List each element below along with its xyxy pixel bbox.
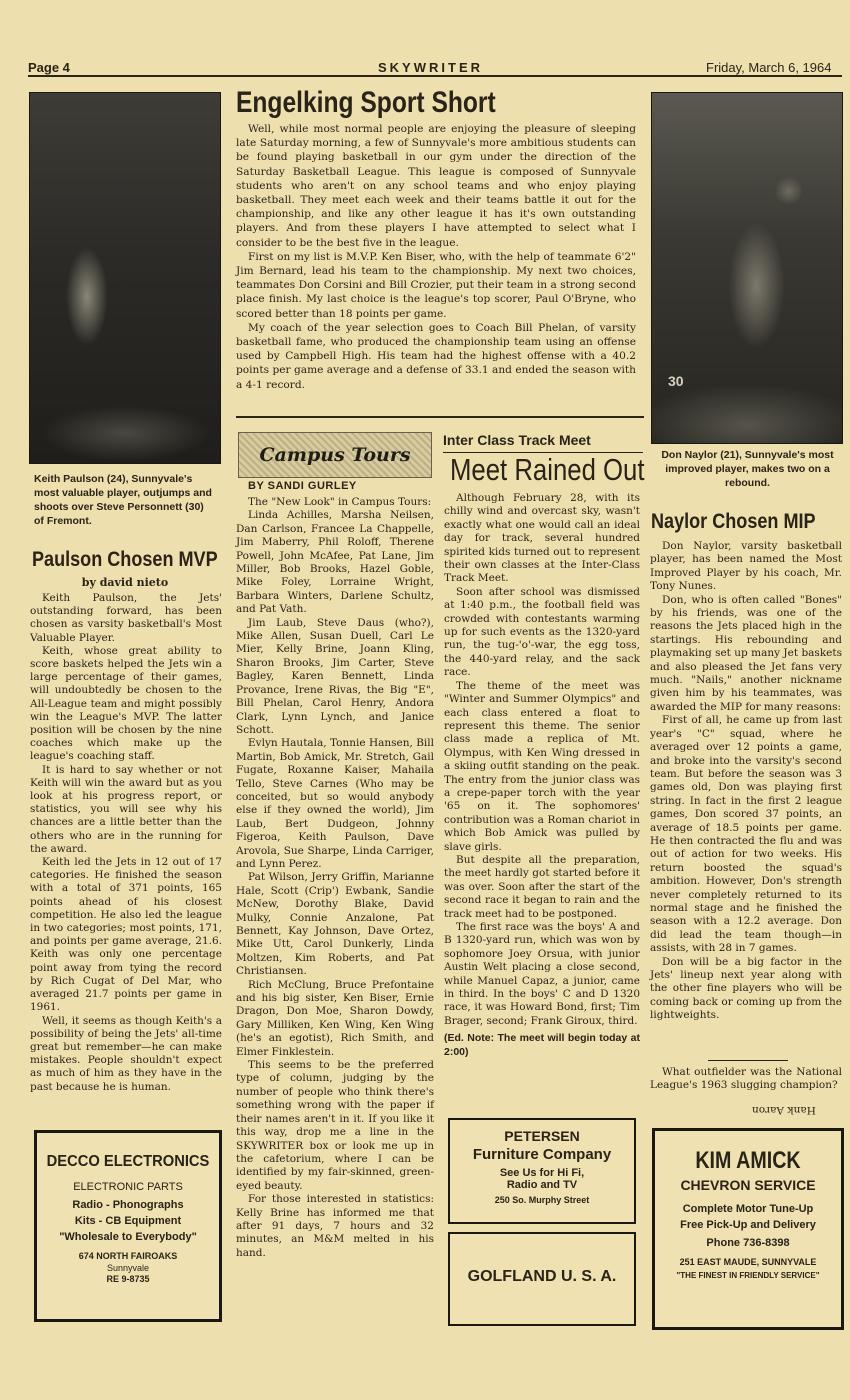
campus-tours-paragraph: Pat Wilson, Jerry Griffin, Marianne Hale, Scott (Crip') Ewbank, Sandie McNew, Dorothy Blake, David Mulky, Connie Anzalone, Pat Bennett, Kay Johnson, Dave Ortez, Mike Utt, Carol Dunkerly, Linda Moltzen, Kim Roberts, and Pat Christiansen. — [236, 871, 434, 978]
amick-name: KIM AMICK — [695, 1147, 801, 1174]
decco-phone: RE 9-8735 — [106, 1274, 150, 1284]
naylor-photo-caption: Don Naylor (21), Sunnyvale's most improved player, makes two on a rebound. — [661, 449, 834, 489]
track-meet-paragraph: Although February 28, with its chilly wind and overcast sky, wasn't exactly what one would call an ideal day for track, several hundred spirited kids turned out to represent their own classes at the Inter-Class Track Meet. — [444, 492, 640, 585]
decco-name: DECCO ELECTRONICS — [46, 1153, 210, 1170]
amick-line3: Free Pick-Up and Delivery — [680, 1219, 816, 1231]
track-meet-paragraph: The theme of the meet was "Winter and Summer Olympics" and each class entered a float to represent this theme. The senior class made a replica of Mt. Olympus, with Ken Wing dressed in a skiing outfit standing on the peak. The entry from the junior class was a crepe-paper torch with the year '65 on it. The sophomores' contribution was a Roman chariot in which Bob Amick was pulled by slave girls. — [444, 679, 640, 853]
campus-tours-paragraph: Rich McClung, Bruce Prefontaine and his big sister, Ken Biser, Ernie Dragon, Don Moe, Sharon Dowdy, Gary Milliken, Ken Wing, Ken Wing (he's an egotist), Rich Smith, and Elmer Finklestein. — [236, 978, 434, 1058]
naylor-paragraph: Don will be a big factor in the Jets' lineup next year along with the other fine players who will be coming back or coming up from the lightweights. — [650, 955, 842, 1022]
golfland-name: GOLFLAND U. S. A. — [467, 1268, 617, 1285]
naylor-photo — [651, 92, 843, 444]
paulson-byline: by david nieto — [81, 576, 169, 589]
paulson-paragraph: Keith Paulson, the Jets' outstanding forward, has been chosen as varsity basketball's Most Valuable Player. — [30, 592, 222, 644]
amick-line1: CHEVRON SERVICE — [680, 1177, 816, 1193]
amick-line2: Complete Motor Tune-Up — [682, 1203, 814, 1215]
trivia-answer: Hank Aaron — [752, 1104, 816, 1116]
petersen-name1: PETERSEN — [504, 1128, 580, 1144]
campus-tours-paragraph: The "New Look" in Campus Tours: — [248, 496, 432, 508]
amick-phone: Phone 736-8398 — [706, 1237, 790, 1249]
decco-ad — [34, 1130, 222, 1322]
campus-tours-byline: BY SANDI GURLEY — [248, 480, 357, 492]
sport-short-rule — [236, 416, 644, 418]
track-meet-paragraph: Soon after school was dismissed at 1:40 p.m., the football field was crowded with contestants warming up for such events as the 1320-yard run, the tug-'o'-war, the egg toss, the 440-yard relay, and the sack race. — [444, 585, 640, 679]
naylor-paragraph: Don Naylor, varsity basketball player, has been named the Most Improved Player by his coach, Mr. Tony Nunes. — [650, 540, 842, 593]
paper-name: SKYWRITER — [378, 60, 483, 75]
paulson-photo-caption: Keith Paulson (24), Sunnyvale's most valuable player, outjumps and shoots over Steve Personnett (30) of Fremont. — [34, 473, 212, 527]
decco-line1: ELECTRONIC PARTS — [73, 1181, 183, 1193]
track-meet-kicker: Inter Class Track Meet — [443, 432, 591, 448]
petersen-ad — [448, 1118, 636, 1224]
paulson-headline: Paulson Chosen MVP — [32, 548, 218, 571]
golfland-ad — [448, 1232, 636, 1326]
track-meet-editor-note: (Ed. Note: The meet will begin today at 2:00) — [444, 1032, 640, 1058]
paulson-paragraph: It is hard to say whether or not Keith will win the award but as you look at his progress report, or statistics, you will see why his chances are a little better than the others who are in the running for the award. — [30, 763, 222, 855]
track-meet-headline: Meet Rained Out — [450, 452, 645, 487]
amick-ad — [652, 1128, 844, 1330]
petersen-line1: See Us for Hi Fi, — [499, 1167, 585, 1179]
trivia-question: What outfielder was the National League's 1963 slugging champion? — [650, 1066, 842, 1092]
naylor-paragraph: First of all, he came up from last year's "C" squad, where he averaged over 12 points a game, and broke into the varsity's second team. But before the season was 3 games old, Don was playing first string. In fact in the first 2 league games, Don scored 37 points, an average of 18.5 points per game. He then contracted the flu and was out of action for two weeks. His return boosted the squad's ambition. However, Don's strength never completely returned to its normal stage and he finished the season with a 12.2 average. Don did lead the team though—in assists, with 28 in 7 games. — [650, 714, 842, 955]
amick-address: 251 EAST MAUDE, SUNNYVALE — [679, 1257, 817, 1267]
naylor-paragraph: Don, who is often called "Bones" by his friends, was one of the reasons the Jets placed high in the startings. His rebounding and playmaking set up many Jet baskets and also pleased the Jet fans very much. "Nails," another nickname given him by his teammates, was awarded the MIP for many reasons: — [650, 593, 842, 713]
issue-date: Friday, March 6, 1964 — [706, 60, 832, 75]
decco-city: Sunnyvale — [106, 1263, 150, 1273]
masthead-rule — [28, 75, 842, 77]
sport-short-headline: Engelking Sport Short — [236, 86, 496, 119]
campus-tours-paragraph: Evlyn Hautala, Tonnie Hansen, Bill Martin, Bob Amick, Mr. Stretch, Gail Fugate, Roxanne Kaiser, Mahaila Tello, Steve Carnes (Who may be conceited, but so would anybody else if they owned the world), Jim Laub, Bert Dudgeon, Johnny Figeroa, Keith Paulson, Dave Arovola, Sue Sharpe, Linda Carriger, and Lynn Perez. — [236, 737, 434, 870]
petersen-line2: Radio and TV — [506, 1179, 578, 1191]
campus-tours-body — [236, 496, 434, 1260]
paulson-paragraph: Well, it seems as though Keith's a possibility of being the Jets' all-time great but remember—he can make mistakes. People shouldn't expect as much of him as they have in the past because he is human. — [30, 1014, 222, 1093]
campus-tours-paragraph: Jim Laub, Steve Daus (who?), Mike Allen, Susan Duell, Carl Le Mier, Kelly Brine, Joann Kling, Sharon Brooks, Jim Carter, Steve Bagley, Karen Bennett, Linda Provance, Irene Rivas, the Big "E", Bill Phelan, Carol Henry, Andora Clark, Lynn Lynch, and Janice Schott. — [236, 616, 434, 736]
page-number: Page 4 — [28, 60, 70, 75]
petersen-address: 250 So. Murphy Street — [494, 1195, 590, 1205]
campus-tours-paragraph: For those interested in statistics: Kelly Brine has informed me that after 91 days, 7 hours and 32 minutes, an M&M melted in his hand. — [236, 1193, 434, 1259]
paulson-body — [30, 592, 222, 1094]
sport-short-paragraph: My coach of the year selection goes to Coach Bill Phelan, of varsity basketball fame, who produced the championship team using an offense used by Campbell High. His team had the highest offense with a 40.2 points per game average and a defense of 33.1 and ended the season with a 4-1 record. — [236, 321, 636, 391]
decco-line2: Radio - Phonographs — [72, 1199, 184, 1211]
track-meet-paragraph: But despite all the preparation, the meet hardly got started before it was over. Soon after the start of the second race it began to rain and the track meet had to be postponed. — [444, 853, 640, 920]
track-meet-body — [444, 492, 640, 1059]
sport-short-paragraph: Well, while most normal people are enjoying the pleasure of sleeping late Saturday morning, a few of Sunnyvale's more ambitious students can be found playing basketball in our gym under the direction of the Saturday Basketball League. This league is composed of Sunnyvale students who aren't on any school teams and who enjoy playing basketball. They meet each week and their teams battle it out for the championship, and like any other league it has it's own outstanding players. And from these players I have attempted to select what I consider to be the best five in the league. — [236, 123, 636, 249]
jersey-number: 30 — [668, 373, 684, 389]
amick-slogan: "THE FINEST IN FRIENDLY SERVICE" — [676, 1271, 820, 1280]
naylor-trivia-rule — [708, 1060, 788, 1061]
trivia — [650, 1066, 842, 1093]
naylor-headline: Naylor Chosen MIP — [651, 510, 816, 533]
decco-line4: "Wholesale to Everybody" — [59, 1231, 197, 1243]
petersen-name2: Furniture Company — [472, 1146, 612, 1163]
track-meet-paragraph: The first race was the boys' A and B 1320-yard run, which was won by sophomore Joey Orsua, with junior Austin Welt placing a close second, while Manuel Capaz, a junior, came in third. In the boys' C and D 1320 race, it was Howard Bond, first; Tim Brager, second; Frank Giroux, third. — [444, 921, 640, 1027]
sport-short-body — [236, 122, 636, 392]
decco-line3: Kits - CB Equipment — [74, 1215, 182, 1227]
campus-tours-logo: Campus Tours — [238, 432, 432, 478]
naylor-body — [650, 540, 842, 1023]
decco-address: 674 NORTH FAIROAKS — [78, 1251, 178, 1261]
paulson-paragraph: Keith, whose great ability to score baskets helped the Jets win a large percentage of their games, will undoubtedly be chosen to the All-League team and might possibly win the League's MVP. The latter position will be chosen by the nine coaches which make up the league's coaching staff. — [30, 644, 222, 763]
paulson-paragraph: Keith led the Jets in 12 out of 17 categories. He finished the season with a total of 371 points, 165 points ahead of his closest competition. He also led the league in two categories; most points, 171, and points per game average, 21.6. Keith was only one percentage point away from tying the record by Rich Cugat of Del Mar, who averaged 21.7 points per game in 1961. — [30, 856, 222, 1014]
paulson-photo — [29, 92, 221, 464]
sport-short-paragraph: First on my list is M.V.P. Ken Biser, who, with the help of teammate 6'2" Jim Bernard, lead his team to the championship. My next two choices, teammates Don Corsini and Bill Crozier, put their team in a strong second place finish. My last choice is the league's top scorer, Paul O'Bryne, who scored better than 18 points per game. — [236, 250, 636, 320]
campus-tours-paragraph: This seems to be the preferred type of column, judging by the number of people who think there's something wrong with the paper if their names aren't in it. If you like it this way, drop me a line in the SKYWRITER box or look me up in the cafetorium, where I can be identified by my fair-skinned, green-eyed beauty. — [236, 1059, 434, 1192]
campus-tours-paragraph: Linda Achilles, Marsha Neilsen, Dan Carlson, Francee La Chappelle, Jim Maberry, Phil Roloff, Therene Powell, John McAfee, Pat Lane, Jim Miller, Bob Brooks, Hazel Goble, Mike Foley, Lorraine Wright, Barbara Winters, Darlene Schultz, and Pat Vath. — [236, 509, 434, 616]
